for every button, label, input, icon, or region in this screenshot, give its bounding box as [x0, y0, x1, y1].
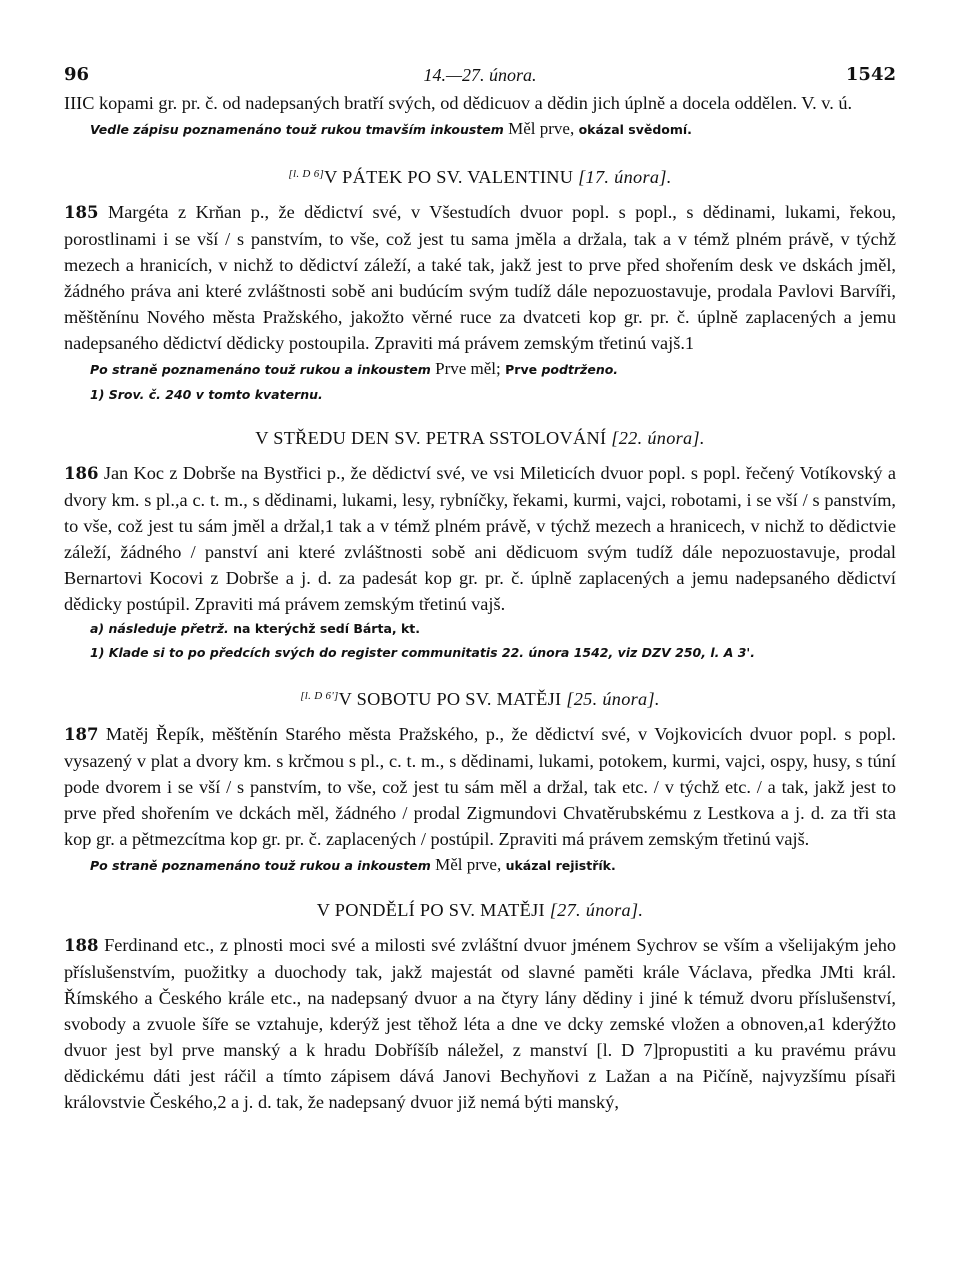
section-title: V PÁTEK PO SV. VALENTINU	[324, 167, 574, 187]
entry-number: 185	[64, 203, 99, 222]
footnote-italic: následuje přetrž.	[108, 621, 229, 636]
entry-188	[64, 932, 896, 1115]
note-suffix: ukázal rejistřík.	[505, 858, 616, 873]
entry-186	[64, 460, 896, 617]
note-suffix: podtrženo.	[541, 362, 619, 377]
section-title: V PONDĚLÍ PO SV. MATĚJI	[316, 900, 545, 920]
note-prefix: Po straně poznamenáno touž rukou a inkoustem	[90, 858, 431, 873]
note-quote: Prve měl;	[435, 359, 501, 378]
note-mid: Prve	[505, 362, 538, 377]
entry-text: Ferdinand etc., z plnosti moci své a milosti své zvláštní dvuor jménem Sychrov se vším a všelijakým jeho příslušenstvím, puožitky a duochody tak, jakž majestát od slavné paměti krále Václava, předka JMti král. Římského a Českého krále etc., na nadepsaný dvuor a na čtyry lány dědiny i jiné k témuž dvoru příslušenství, svobody a zvuole šíře se vztahuje, kderýž jest těhož léta a dne ve dcky zemské vložen a obnoven,a1 kderýžto dvuor jest byl prve manský a k hradu Dobříšíb náležel, z manství [l. D 7]propustiti a ku pravému právu dědickému dáti jest ráčil a tímto zápisem dává Janovi Bechyňovi z Lažan a na Pičíně, najvyzšímu písaři královstvie Českého,2 a j. d. tak, že nadepsaný dvuor již nemá býti manský,	[64, 935, 896, 1112]
entry-186-footnote-a	[64, 617, 896, 641]
section-title: V SOBOTU PO SV. MATĚJI	[338, 689, 562, 709]
section-title: V STŘEDU DEN SV. PETRA SSTOLOVÁNÍ	[255, 428, 607, 448]
page-number: 96	[64, 64, 90, 85]
running-head	[64, 62, 896, 90]
entry-number: 188	[64, 936, 99, 955]
section-heading-25-feb	[64, 683, 896, 712]
folio-marker: [l. D 6]	[288, 168, 325, 180]
section-heading-22-feb	[64, 425, 896, 451]
section-date: [17. února].	[578, 167, 672, 187]
entry-185-footnote: 1) Srov. č. 240 v tomto kvaternu.	[90, 387, 323, 402]
note-suffix: okázal svědomí.	[578, 122, 692, 137]
section-date: [22. února].	[611, 428, 705, 448]
footnote-label: a)	[90, 621, 105, 636]
section-date: [27. února].	[549, 900, 644, 920]
entry-number: 186	[64, 464, 99, 483]
note-quote: Měl prve,	[508, 119, 575, 138]
entry-number: 187	[64, 725, 99, 744]
entry-185	[64, 199, 896, 356]
entry-text: Margéta z Krňan p., že dědictví své, v Všestudích dvuor popl. s popl., s dědinami, lukami, řekou, porostlinami i se vší / s panstvím, to vše, což jest tu sama jměla a držala, tak a v témž plném právě, v týchž mezech a hranicích, v nichž to dědictví záleží, a také tak, jakž jest to prve před shořením desk ve dskách jměl, žádného práva ani které zvláštnosti sobě ani budúcím svým tudíž dále nepozuostavuje, prodala Pavlovi Barvíři, měštěnínu Nového města Pražského, jakožto věrné ruce za dvatceti kop gr. pr. č. úplně zaplacených a jemu nadepsaného dědictví dědicky postoupila. Zpraviti má právem zemským třetinú vajš.1	[64, 202, 896, 353]
section-heading-17-feb	[64, 161, 896, 190]
entry-186-footnote-1: 1) Klade si to po předcích svých do register communitatis 22. února 1542, viz DZV 250, l. A 3'.	[90, 645, 756, 660]
footnote-plain: na kterýchž sedí Bárta, kt.	[233, 621, 421, 636]
year-number: 1542	[845, 64, 896, 85]
date-range: 14.—27. února.	[423, 65, 537, 85]
entry-185-note	[64, 356, 896, 383]
entry-text: Matěj Řepík, měštěnín Starého města Pražského, p., že dědictví své, v Vojkovicích dvuor popl. s popl. vysazený v plat a dvory km. s krčmou s pl., c. t. m., s dědinami, lukami, potokem, kurmi, vajci, ospy, husy, s túní pode dvorem i se vší / s panstvím, to vše, což jest tu sám měl a držal, tak etc. / v týchž etc. / a tak, jakž jest to prve před shořením ve dckách měl, žádného / prodal Zigmundovi Chvatěrubskému z Lestkova a j. d. za tři sta kop gr. a pětmezcítma kop gr. pr. č. zaplacených / postúpil. Zpraviti má právem zemským třetinú vajš.	[64, 724, 896, 849]
note-quote: Měl prve,	[435, 855, 502, 874]
carryover-note	[64, 116, 896, 143]
folio-marker: [l. D 6']	[300, 690, 339, 702]
entry-187-note	[64, 852, 896, 879]
section-heading-27-feb	[64, 897, 896, 923]
carryover-paragraph: IIIC kopami gr. pr. č. od nadepsaných bratří svých, od dědicuov a dědin jich úplně a docela oddělen. V. v. ú.	[64, 93, 853, 113]
entry-text: Jan Koc z Dobrše na Bystřici p., že dědictví své, ve vsi Mileticích dvuor popl. s popl. řečený Votíkovský a dvory km. s pl.,a c. t. m., s dědinami, lukami, lesy, rybníčky, řekami, kurmi, vajci, robotami, i se vší / s panstvím, to vše, což jest tu sám jměl a držal,1 tak a v témž plném právě, v týchž mezech a hranicech, v nichž to dědictvie záleží, žádného / panství ani které zvláštnosti sobě ani dědicuom svým tudíž dále nepozuostavuje, prodal Bernartovi Kocovi z Dobrše a j. d. za padesát kop gr. pr. č. úplně zaplacených a jemu nadepsaného dědictví dědicky postúpil. Zpraviti má právem zemským třetinú vajš.	[64, 463, 897, 614]
note-prefix: Vedle zápisu poznamenáno touž rukou tmavším inkoustem	[90, 122, 504, 137]
entry-187	[64, 721, 896, 852]
section-date: [25. února].	[566, 689, 660, 709]
note-prefix: Po straně poznamenáno touž rukou a inkoustem	[90, 362, 431, 377]
